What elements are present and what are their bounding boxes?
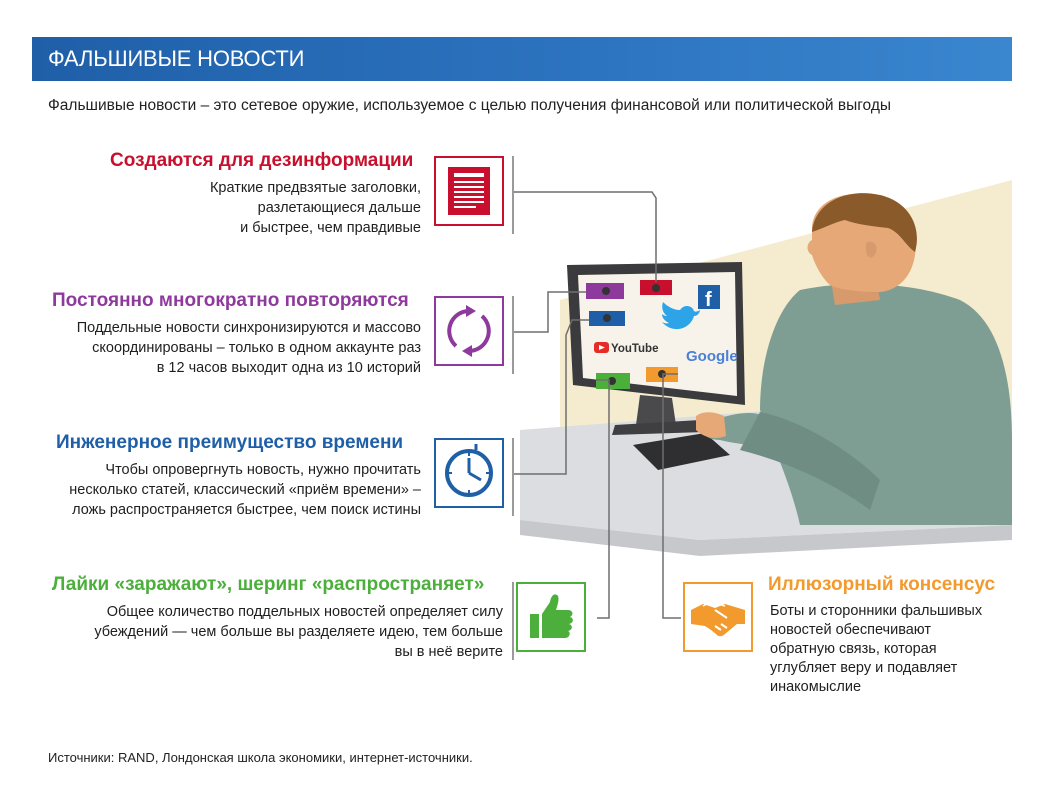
text-line: Боты и сторонники фальшивых <box>770 603 983 619</box>
text-line: разлетающиеся дальше <box>257 200 421 216</box>
divider <box>512 296 514 374</box>
text-line: вы в неё верите <box>394 644 503 660</box>
text-line: обратную связь, которая <box>770 641 937 657</box>
text-line: несколько статей, классический «приём времени» – <box>69 482 421 498</box>
section-likes-title: Лайки «заражают», шеринг «распространяет» <box>52 574 485 595</box>
clock-icon-box <box>434 438 504 508</box>
text-line: скоординированы – только в одном аккаунте раз <box>92 340 421 356</box>
section-disinformation-text <box>210 178 421 238</box>
section-disinformation-title: Создаются для дезинформации <box>110 150 414 171</box>
divider <box>512 582 514 660</box>
divider <box>512 156 514 234</box>
section-time-title: Инженерное преимущество времени <box>56 432 404 453</box>
text-line: в 12 часов выходит одна из 10 историй <box>156 360 421 376</box>
section-consensus-text <box>770 602 982 697</box>
google-label: Google <box>686 348 738 365</box>
facebook-label: f <box>705 289 712 311</box>
sources-footnote: Источники: RAND, Лондонская школа экономики, интернет-источники. <box>48 750 473 765</box>
page-title: ФАЛЬШИВЫЕ НОВОСТИ <box>48 46 305 71</box>
page-subtitle: Фальшивые новости – это сетевое оружие, используемое с целью получения финансовой или политической выгоды <box>48 97 892 114</box>
text-line: Поддельные новости синхронизируются и массово <box>76 320 421 336</box>
text-line: и быстрее, чем правдивые <box>240 220 421 236</box>
text-line: Краткие предвзятые заголовки, <box>209 180 421 196</box>
section-likes-text <box>94 602 503 662</box>
text-line: новостей обеспечивают <box>770 622 932 638</box>
section-repetition-title: Постоянно многократно повторяются <box>52 290 409 311</box>
thumbs-up-icon <box>518 584 584 650</box>
text-line: углубляет веру и подавляет <box>770 660 958 676</box>
newspaper-icon-box <box>434 156 504 226</box>
divider <box>512 438 514 516</box>
handshake-icon <box>685 584 751 650</box>
thumbs-up-icon-box <box>516 582 586 652</box>
repeat-arrows-icon-box <box>434 296 504 366</box>
repeat-arrows-icon <box>436 298 502 364</box>
youtube-label: YouTube <box>611 343 659 355</box>
text-line: Чтобы опровергнуть новость, нужно прочитать <box>105 462 421 478</box>
newspaper-icon <box>436 158 502 224</box>
section-repetition-text <box>77 318 421 378</box>
text-line: ложь распространяется быстрее, чем поиск истины <box>72 502 421 518</box>
text-line: убеждений — чем больше вы разделяете идею, тем больше <box>94 624 503 640</box>
section-time-text <box>69 460 421 520</box>
clock-icon <box>436 440 502 506</box>
text-line: Общее количество поддельных новостей определяет силу <box>106 604 503 620</box>
handshake-icon-box <box>683 582 753 652</box>
text-line: инакомыслие <box>770 679 862 695</box>
section-consensus-title: Иллюзорный консенсус <box>768 574 996 595</box>
